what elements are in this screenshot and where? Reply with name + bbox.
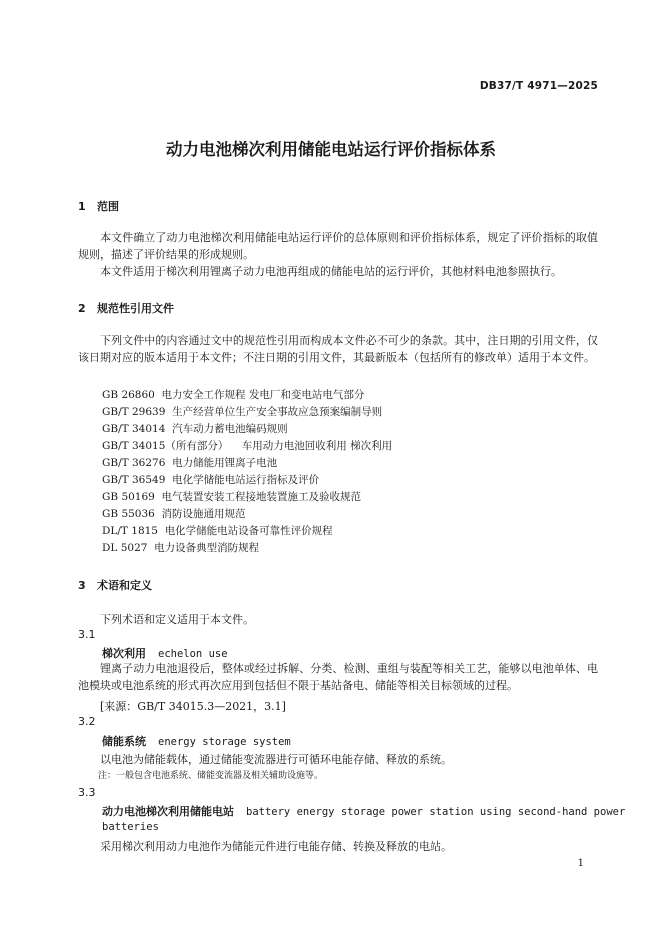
reference-code: GB 50169	[102, 491, 155, 503]
term-english: energy storage system	[158, 736, 291, 748]
term-english-continued	[102, 820, 159, 833]
reference-code: GB/T 29639	[102, 406, 166, 418]
document-title: 动力电池梯次利用储能电站运行评价指标体系	[166, 140, 496, 159]
reference-item	[102, 404, 382, 419]
reference-code: GB/T 34014	[102, 423, 166, 435]
section-1-paragraph-2: 本文件适用于梯次利用锂离子动力电池再组成的储能电站的运行评价，其他材料电池参照执行。	[100, 265, 562, 278]
term-entry	[102, 803, 625, 819]
section-title: 范围	[97, 200, 119, 213]
page-number: 1	[577, 858, 584, 869]
reference-title: 电化学储能电站设备可靠性评价规程	[164, 525, 333, 537]
section-2-intro: 下列文件中的内容通过文中的规范性引用而构成本文件必不可少的条款。其中，注日期的引用文件，仅该日期对应的版本适用于本文件；不注日期的引用文件，其最新版本（包括所有的修改单）适用于本文件。	[78, 334, 598, 364]
term-english: batteries	[102, 821, 159, 833]
term-number: 3.1	[78, 628, 96, 641]
section-number: 1	[78, 200, 86, 213]
section-number: 3	[78, 579, 86, 592]
term-chinese: 梯次利用	[102, 647, 146, 660]
term-definition: 锂离子动力电池退役后，整体或经过拆解、分类、检测、重组与装配等相关工艺，能够以电池单体、电池模块或电池系统的形式再次应用到包括但不限于基站备电、储能等相关目标领域的过程。	[78, 662, 598, 692]
term-english: battery energy storage power station using second-hand power	[246, 806, 626, 818]
reference-item	[102, 421, 288, 436]
reference-title: 生产经营单位生产安全事故应急预案编制导则	[172, 406, 383, 418]
reference-title: 汽车动力蓄电池编码规则	[172, 423, 288, 435]
reference-code: GB/T 36549	[102, 474, 166, 486]
section-1-paragraph-1: 本文件确立了动力电池梯次利用储能电站运行评价的总体原则和评价指标体系，规定了评价指标的取值规则，描述了评价结果的形成规则。	[78, 231, 598, 261]
reference-title: 电力储能用锂离子电池	[172, 457, 278, 469]
reference-code: GB/T 36276	[102, 457, 166, 469]
reference-code: GB/T 34015（所有部分）	[102, 440, 229, 452]
section-number: 2	[78, 302, 86, 315]
section-1-heading	[78, 198, 119, 214]
reference-item	[102, 472, 319, 487]
section-3-heading	[78, 577, 152, 593]
reference-title: 消防设施通用规范	[161, 508, 246, 520]
reference-item	[102, 438, 392, 453]
reference-item	[102, 523, 333, 538]
section-2-heading	[78, 300, 174, 316]
term-chinese: 动力电池梯次利用储能电站	[102, 805, 234, 818]
reference-item	[102, 455, 277, 470]
term-entry	[102, 645, 228, 661]
term-source: [来源：GB/T 34015.3—2021，3.1]	[100, 700, 286, 713]
term-number: 3.2	[78, 715, 96, 728]
reference-item	[102, 387, 364, 402]
section-title: 规范性引用文件	[97, 302, 174, 315]
term-definition: 采用梯次利用动力电池作为储能元件进行电能存储、转换及释放的电站。	[100, 840, 452, 853]
term-chinese: 储能系统	[102, 735, 146, 748]
term-entry	[102, 733, 291, 749]
term-note: 注：一般包含电池系统、储能变流器及相关辅助设施等。	[98, 771, 324, 781]
reference-code: GB 26860	[102, 389, 155, 401]
term-definition: 以电池为储能载体，通过储能变流器进行可循环电能存储、释放的系统。	[100, 753, 452, 766]
reference-item	[102, 489, 361, 504]
section-title: 术语和定义	[97, 579, 152, 592]
standard-number: DB37/T 4971—2025	[479, 80, 598, 92]
reference-code: GB 55036	[102, 508, 155, 520]
reference-title: 电气装置安装工程接地装置施工及验收规范	[161, 491, 362, 503]
reference-code: DL/T 1815	[102, 525, 158, 537]
term-english: echelon use	[158, 648, 228, 660]
reference-item	[102, 506, 246, 521]
reference-item	[102, 540, 259, 555]
reference-code: DL 5027	[102, 542, 148, 554]
reference-title: 电力安全工作规程 发电厂和变电站电气部分	[161, 389, 365, 401]
section-3-intro: 下列术语和定义适用于本文件。	[100, 613, 254, 626]
reference-title: 电化学储能电站运行指标及评价	[172, 474, 320, 486]
reference-title: 电力设备典型消防规程	[154, 542, 260, 554]
reference-title: 车用动力电池回收利用 梯次利用	[241, 440, 393, 452]
term-number: 3.3	[78, 786, 96, 799]
